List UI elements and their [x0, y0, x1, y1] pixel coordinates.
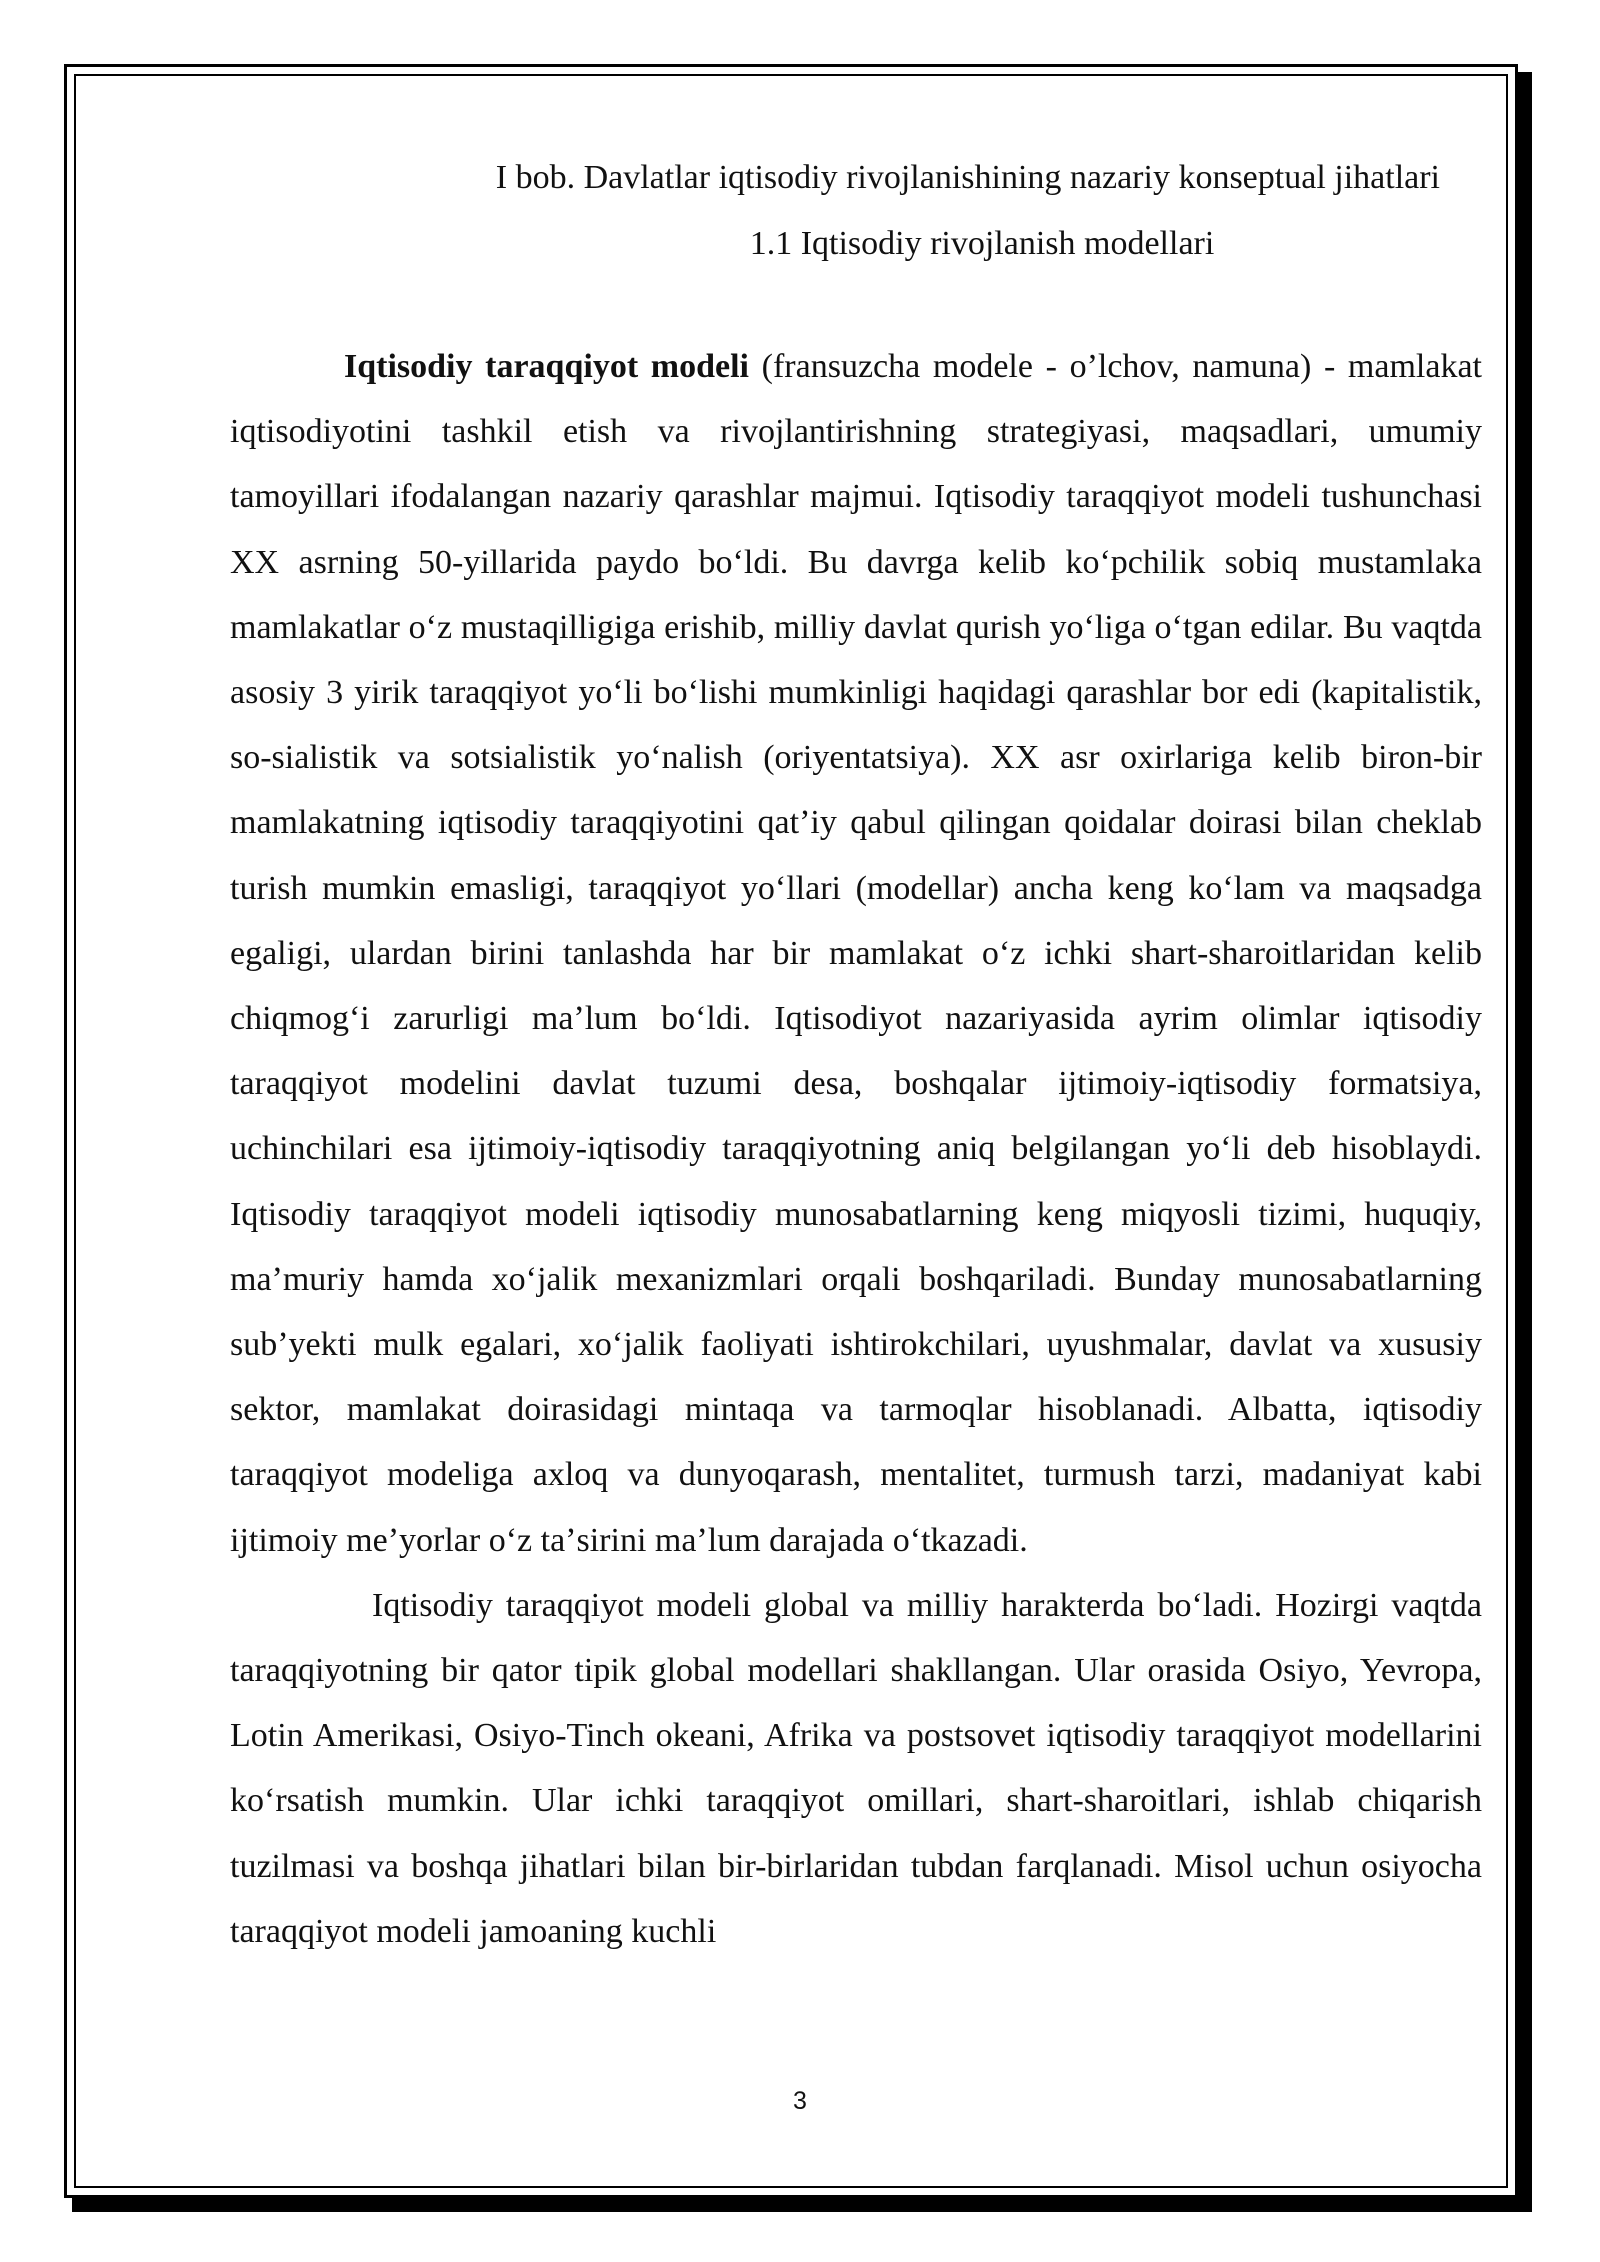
document-body: [230, 138, 1482, 1964]
paragraph-models: Iqtisodiy taraqqiyot modeli global va milliy harakterda boʻladi. Hozirgi vaqtda taraqqiyotning bir qator tipik global modellari shakllangan. Ular orasida Osiyo, Yevropa, Lotin Amerikasi, Osiyo-Tinch okeani, Afrika va postsovet iqtisodiy taraqqiyot modellarini koʻrsatish mumkin. Ular ichki taraqqiyot omillari, shart-sharoitlari, ishlab chiqarish tuzilmasi va boshqa jihatlari bilan bir-birlaridan tubdan farqlanadi. Misol uchun osiyocha taraqqiyot modeli jamoaning kuchli: [230, 1586, 1482, 1950]
chapter-title: I bob. Davlatlar iqtisodiy rivojlanishining nazariy konseptual jihatlari: [495, 159, 1440, 196]
paragraph-definition-text: (fransuzcha modele - o’lchov, namuna) - mamlakat iqtisodiyotini tashkil etish va rivojlantirishning strategiyasi, maqsadlari, umumiy tamoyillari ifodalangan nazariy qarashlar majmui. Iqtisodiy taraqqiyot modeli tushunchasi XX asrning 50-yillarida paydo boʻldi. Bu davrga kelib koʻpchilik sobiq mustamlaka mamlakatlar oʻz mustaqilligiga erishib, milliy davlat qurish yoʻliga oʻtgan edilar. Bu vaqtda asosiy 3 yirik taraqqiyot yoʻli boʻlishi mumkinligi haqidagi qarashlar bor edi (kapitalistik, so-sialistik va sotsialistik yoʻnalish (oriyentatsiya). XX asr oxirlariga kelib biron-bir mamlakatning iqtisodiy taraqqiyotini qatʼiy qabul qilingan qoidalar doirasi bilan cheklab turish mumkin emasligi, taraqqiyot yoʻllari (modellar) ancha keng koʻlam va maqsadga egaligi, ulardan birini tanlashda har bir mamlakat oʻz ichki shart-sharoitlaridan kelib chiqmogʻi zarurligi maʼlum boʻldi. Iqtisodiyot nazariyasida ayrim olimlar iqtisodiy taraqqiyot modelini davlat tuzumi desa, boshqalar ijtimoiy-iqtisodiy formatsiya, uchinchilari esa ijtimoiy-iqtisodiy taraqqiyotning aniq belgilangan yoʻli deb hisoblaydi. Iqtisodiy taraqqiyot modeli iqtisodiy munosabatlarning keng miqyosli tizimi, huquqiy, maʼmuriy hamda xoʻjalik mexanizmlari orqali boshqariladi. Bunday munosabatlarning subʼyekti mulk egalari, xoʻjalik faoliyati ishtirokchilari, uyushmalar, davlat va xususiy sektor, mamlakat doirasidagi mintaqa va tarmoqlar hisoblanadi. Albatta, iqtisodiy taraqqiyot modeliga axloq va dunyoqarash, mentalitet, turmush tarzi, madaniyat kabi ijtimoiy meʼyorlar oʻz taʼsirini maʼlum darajada oʻtkazadi.: [230, 348, 1482, 1559]
section-title: 1.1 Iqtisodiy rivojlanish modellari: [749, 225, 1215, 262]
heading-spacer: [230, 270, 1482, 334]
defined-term: Iqtisodiy taraqqiyot modeli: [344, 348, 750, 385]
page-number: 3: [793, 2087, 807, 2115]
paragraph-definition: [230, 334, 1482, 1573]
